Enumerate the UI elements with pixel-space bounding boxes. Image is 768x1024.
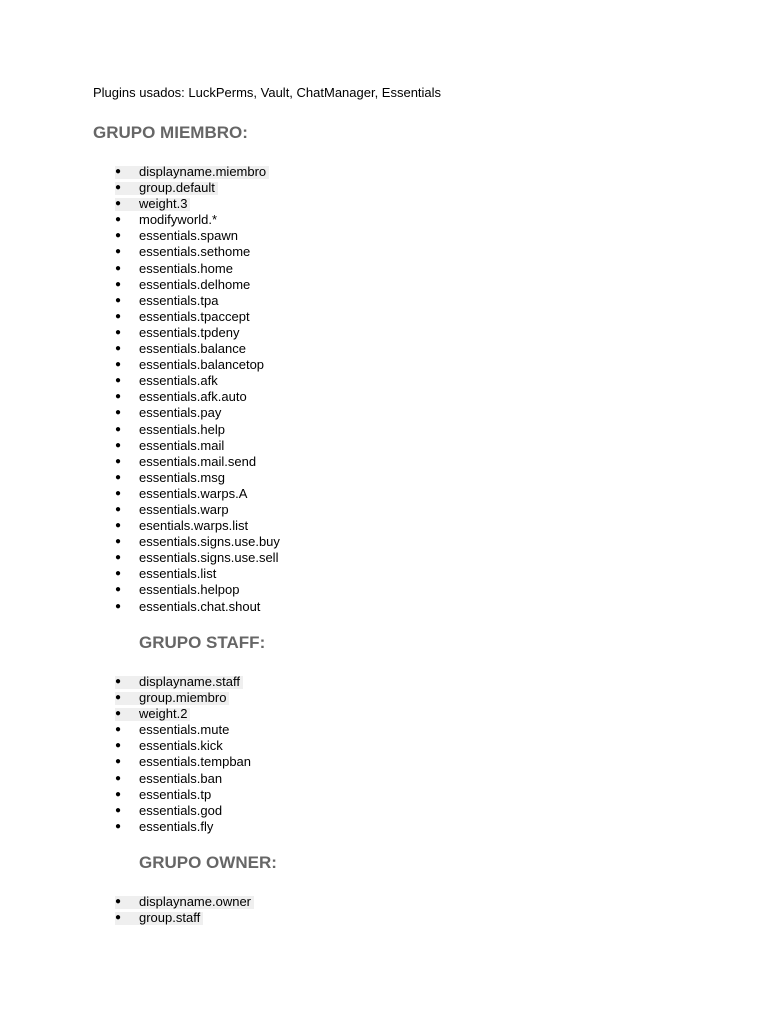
permission-text: essentials.balancetop [139,357,265,373]
bullet-icon: ● [115,487,122,499]
permission-text: essentials.tp [139,786,212,802]
bullet-icon: ● [115,772,122,784]
permission-text: esentials.warps.list [139,518,249,534]
permission-text: essentials.help [139,421,225,437]
permission-text: essentials.ban [139,770,223,786]
bullet-icon: ● [115,391,122,403]
permission-text: displayname.staff [139,674,240,689]
permission-text: essentials.delhome [139,276,251,292]
bullet-icon: ● [115,708,122,720]
permission-text: modifyworld.* [139,212,218,228]
permission-text: weight.2 [139,706,188,722]
permission-text: essentials.god [139,802,223,818]
bullet-icon: ● [115,375,122,387]
permission-text: essentials.spawn [139,228,238,244]
bullet-icon: ● [115,326,122,338]
permission-text: essentials.afk.auto [139,389,247,405]
bullet-icon: ● [115,359,122,371]
bullet-icon: ● [115,896,122,907]
bullet-icon: ● [115,230,122,242]
permission-text: essentials.mute [139,722,230,738]
permission-text: essentials.helpop [139,582,240,598]
permission-text: essentials.mail.send [139,453,257,469]
bullet-icon: ● [115,343,122,355]
bullet-icon: ● [115,503,122,515]
bullet-icon: ● [115,740,122,752]
bullet-icon: ● [115,166,122,177]
bullet-icon: ● [115,600,122,612]
bullet-icon: ● [115,568,122,580]
permission-text: group.default [139,180,215,196]
permission-text: essentials.balance [139,341,246,357]
bullet-icon: ● [115,912,122,924]
permission-text: essentials.msg [139,469,225,485]
permission-text: essentials.tpa [139,292,219,308]
permission-text: group.miembro [139,690,227,706]
permission-text: essentials.kick [139,738,223,754]
permission-text: essentials.tpdeny [139,324,240,340]
bullet-icon: ● [115,423,122,435]
permission-text: essentials.sethome [139,244,251,260]
permission-text: essentials.pay [139,405,222,421]
permission-text: essentials.chat.shout [139,598,261,614]
bullet-icon: ● [115,692,122,704]
bullet-icon: ● [115,407,122,419]
bullet-icon: ● [115,214,122,226]
bullet-icon: ● [115,536,122,548]
permission-text: weight.3 [139,196,188,212]
bullet-icon: ● [115,294,122,306]
bullet-icon: ● [115,278,122,290]
bullet-icon: ● [115,471,122,483]
bullet-icon: ● [115,246,122,258]
permission-text: essentials.tpaccept [139,308,250,324]
bullet-icon: ● [115,756,122,768]
permission-text: essentials.warps.A [139,485,248,501]
bullet-icon: ● [115,262,122,274]
bullet-icon: ● [115,724,122,736]
heading-grupo-owner: GRUPO OWNER: [139,853,277,872]
bullet-icon: ● [115,552,122,564]
heading-grupo-staff: GRUPO STAFF: [139,633,266,652]
permission-text: displayname.miembro [139,164,267,179]
permission-text: essentials.warp [139,501,229,517]
bullet-icon: ● [115,584,122,596]
bullet-icon: ● [115,788,122,800]
permission-text: essentials.list [139,566,217,582]
permission-text: group.staff [139,910,201,926]
bullet-icon: ● [115,455,122,467]
heading-grupo-miembro: GRUPO MIEMBRO: [93,123,248,142]
permission-text: essentials.home [139,260,233,276]
bullet-icon: ● [115,439,122,451]
bullet-icon: ● [115,520,122,532]
bullet-icon: ● [115,676,122,687]
permission-text: essentials.mail [139,437,225,453]
bullet-icon: ● [115,804,122,816]
bullet-icon: ● [115,182,122,194]
permission-text: essentials.afk [139,373,218,389]
permission-text: essentials.fly [139,818,214,834]
bullet-icon: ● [115,310,122,322]
plugins-intro-text: Plugins usados: LuckPerms, Vault, ChatManager, Essentials [93,85,442,100]
bullet-icon: ● [115,820,122,832]
bullet-icon: ● [115,198,122,210]
permission-text: essentials.tempban [139,754,252,770]
permission-text: essentials.signs.use.buy [139,534,280,550]
permission-text: essentials.signs.use.sell [139,550,279,566]
permission-text: displayname.owner [139,894,252,909]
